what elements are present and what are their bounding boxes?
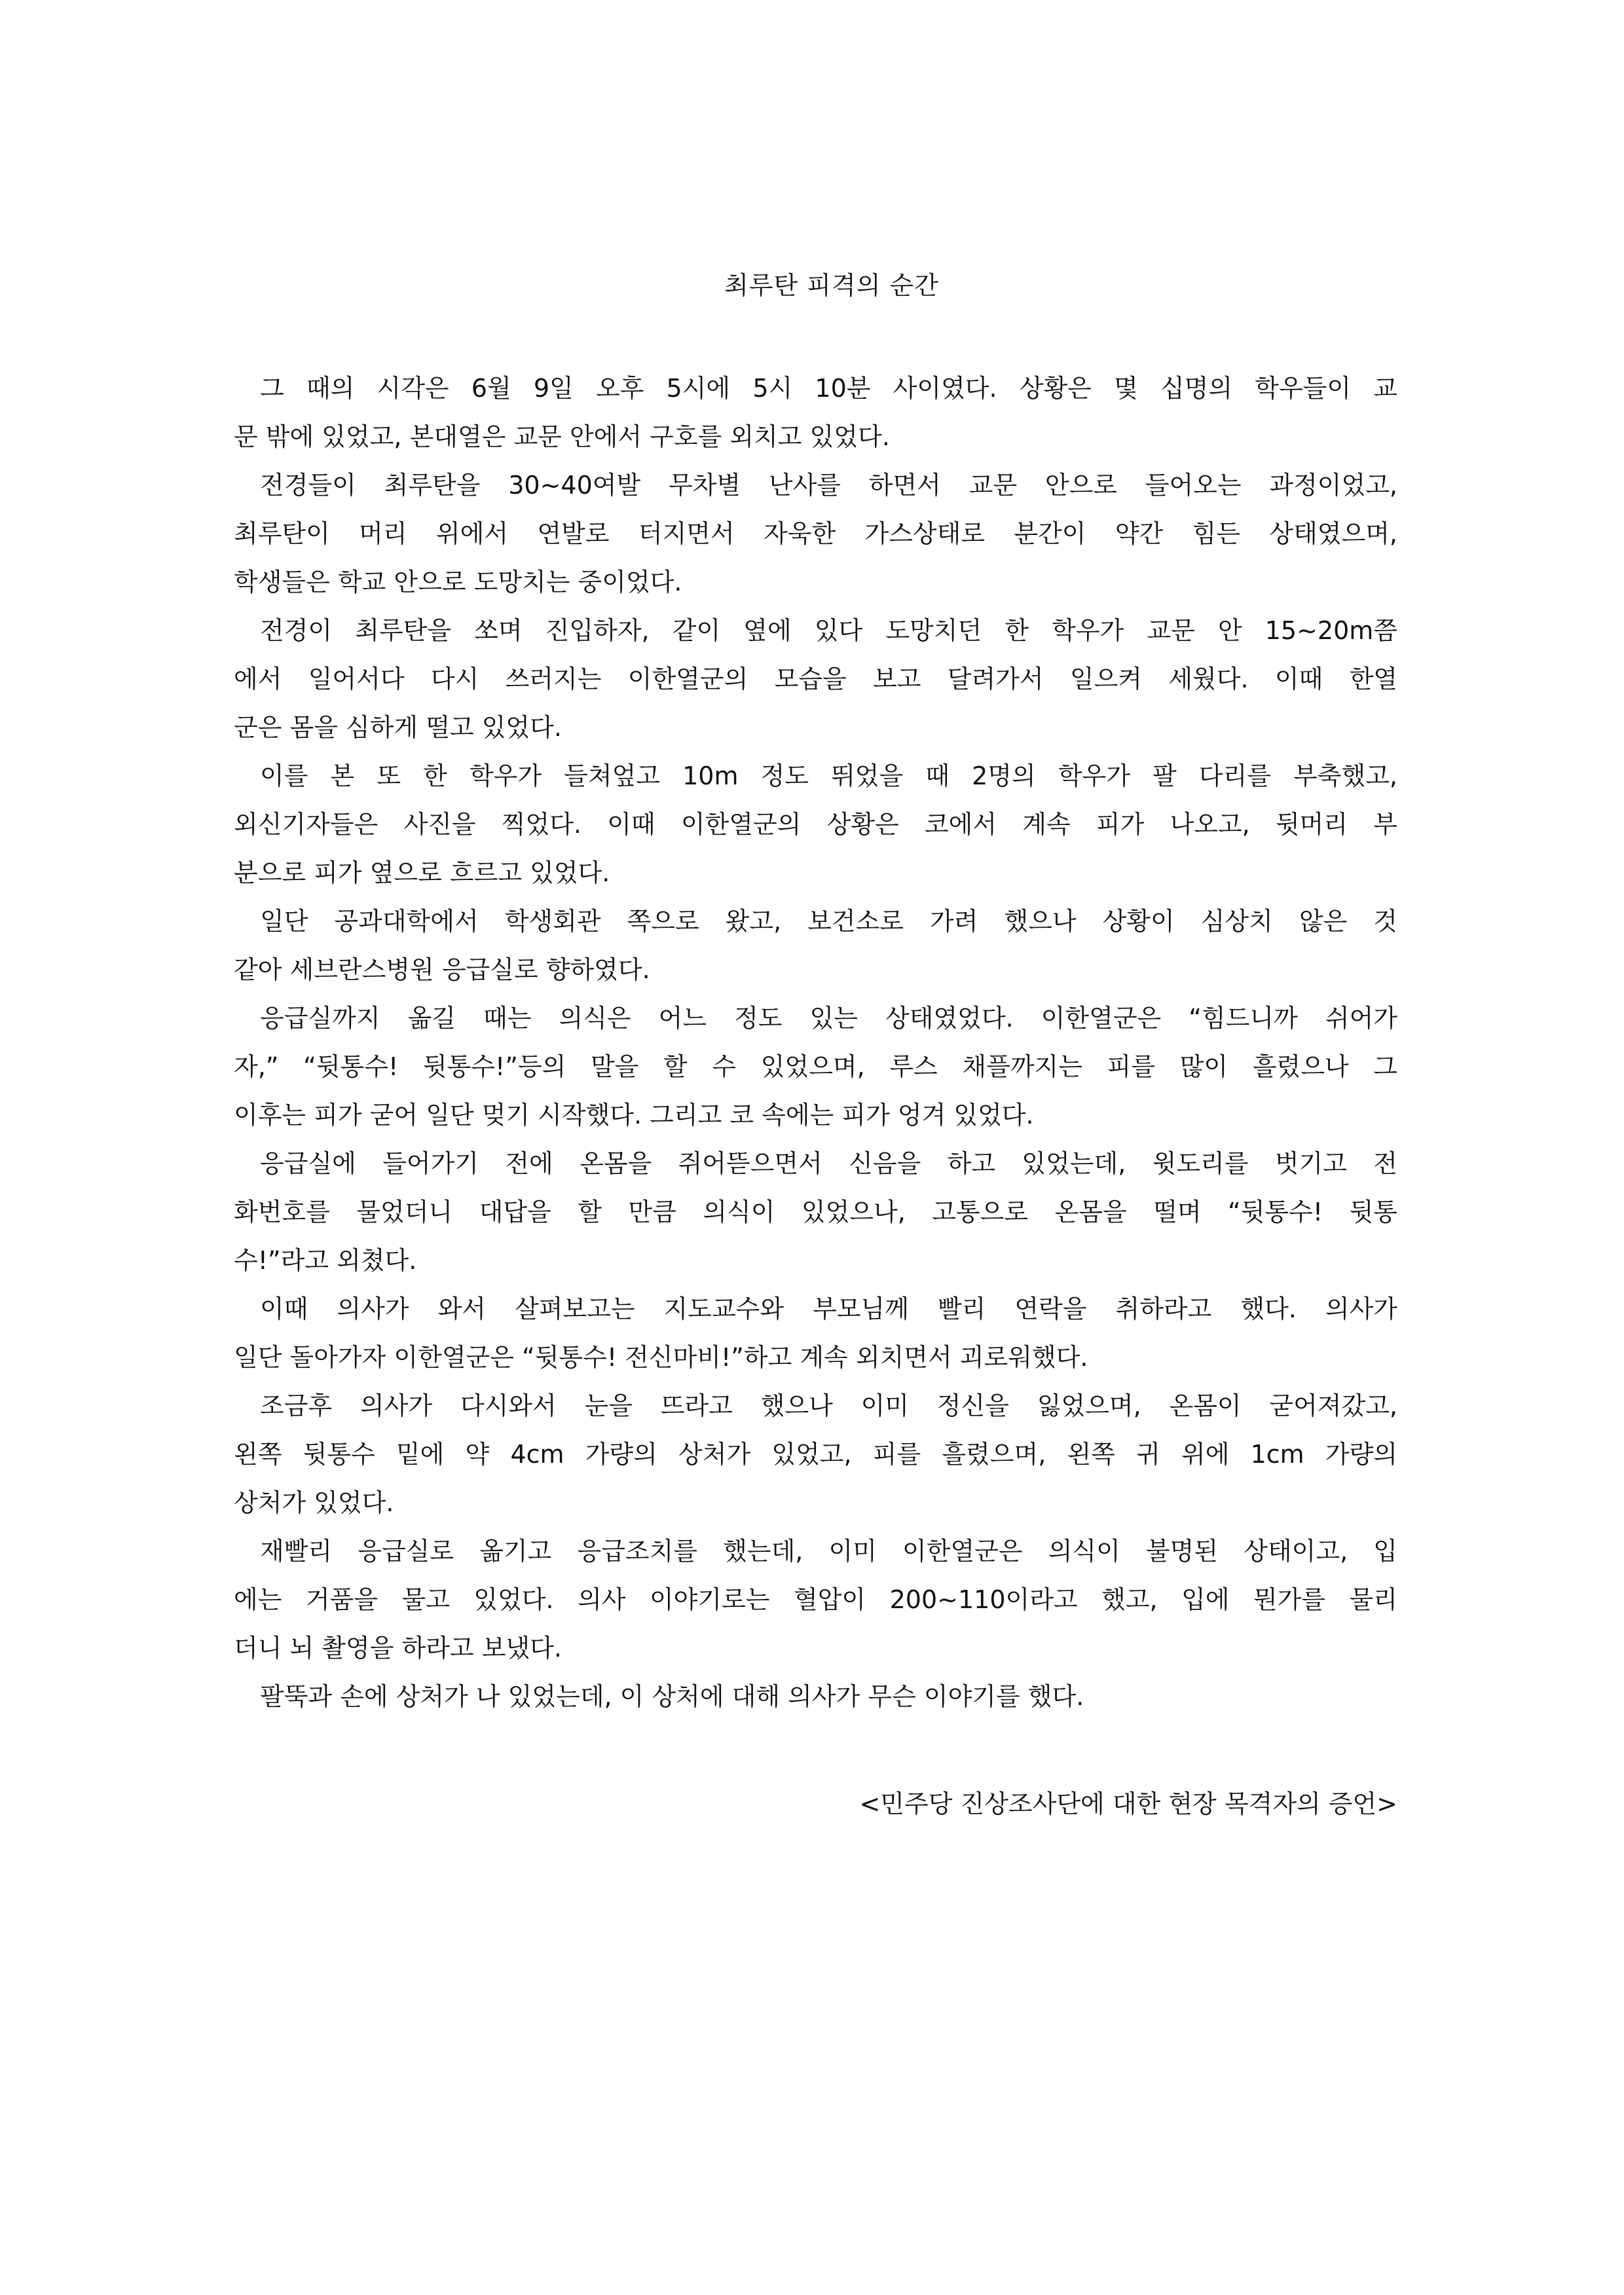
paragraph-line: 팔뚝과 손에 상처가 나 있었는데, 이 상처에 대해 의사가 무슨 이야기를 했다.	[260, 1682, 1084, 1711]
paragraph-line: 상처가 있었다.	[234, 1488, 394, 1517]
paragraph-line: 전경이 최루탄을 쏘며 진입하자, 같이 옆에 있다 도망치던 한 학우가 교문 안 15~20m쯤	[260, 616, 1397, 645]
paragraph-line: 문 밖에 있었고, 본대열은 교문 안에서 구호를 외치고 있었다.	[234, 422, 890, 451]
paragraph	[234, 897, 1397, 994]
paragraph-line: 이를 본 또 한 학우가 들쳐엎고 10m 정도 뛰었을 때 2명의 학우가 팔 다리를 부축했고,	[260, 762, 1397, 790]
paragraph-line: 분으로 피가 옆으로 흐르고 있었다.	[234, 858, 610, 887]
paragraph-line: 일단 돌아가자 이한열군은 “뒷통수! 전신마비!”하고 계속 외치면서 괴로워했다.	[234, 1343, 1088, 1372]
document-body	[234, 364, 1397, 1721]
paragraph-line: 조금후 의사가 다시와서 눈을 뜨라고 했으나 이미 정신을 잃었으며, 온몸이 굳어져갔고,	[260, 1391, 1397, 1420]
paragraph	[234, 1382, 1397, 1527]
paragraph	[234, 1285, 1397, 1382]
paragraph-line: 화번호를 물었더니 대답을 할 만큼 의식이 있었으나, 고통으로 온몸을 떨며 “뒷통수! 뒷통	[234, 1198, 1397, 1226]
paragraph	[234, 1527, 1397, 1672]
paragraph-line: 전경들이 최루탄을 30~40여발 무차별 난사를 하면서 교문 안으로 들어오는 과정이었고,	[260, 471, 1397, 500]
paragraph	[234, 606, 1397, 752]
paragraph-line: 수!”라고 외쳤다.	[234, 1246, 417, 1275]
paragraph-line: 재빨리 응급실로 옮기고 응급조치를 했는데, 이미 이한열군은 의식이 불명된 상태이고, 입	[260, 1537, 1397, 1566]
paragraph-line: 에서 일어서다 다시 쓰러지는 이한열군의 모습을 보고 달려가서 일으켜 세웠다. 이때 한열	[234, 665, 1397, 693]
paragraph	[234, 364, 1397, 461]
paragraph	[234, 994, 1397, 1139]
paragraph-line: 자,” “뒷통수! 뒷통수!”등의 말을 할 수 있었으며, 루스 채플까지는 피를 많이 흘렸으나 그	[234, 1052, 1397, 1081]
paragraph-line: 더니 뇌 촬영을 하라고 보냈다.	[234, 1634, 562, 1662]
paragraph-line: 같아 세브란스병원 응급실로 향하였다.	[234, 955, 650, 984]
paragraph-line: 최루탄이 머리 위에서 연발로 터지면서 자욱한 가스상태로 분간이 약간 힘든 상태였으며,	[234, 519, 1397, 548]
paragraph-line: 에는 거품을 물고 있었다. 의사 이야기로는 혈압이 200~110이라고 했고, 입에 뭔가를 물리	[234, 1585, 1397, 1614]
paragraph-line: 응급실에 들어가기 전에 온몸을 쥐어뜯으면서 신음을 하고 있었는데, 윗도리를 벗기고 전	[260, 1149, 1397, 1178]
paragraph-line: 그 때의 시각은 6월 9일 오후 5시에 5시 10분 사이였다. 상황은 몇 십명의 학우들이 교	[260, 374, 1397, 403]
paragraph-line: 일단 공과대학에서 학생회관 쪽으로 왔고, 보건소로 가려 했으나 상황이 심상치 않은 것	[260, 907, 1397, 936]
source-attribution: <민주당 진상조사단에 대한 현장 목격자의 증언>	[859, 1790, 1397, 1818]
document-title: 최루탄 피격의 순간	[724, 271, 939, 300]
paragraph	[234, 461, 1397, 606]
paragraph-line: 이후는 피가 굳어 일단 멎기 시작했다. 그리고 코 속에는 피가 엉겨 있었다.	[234, 1101, 1034, 1129]
paragraph-line: 응급실까지 옮길 때는 의식은 어느 정도 있는 상태였었다. 이한열군은 “힘드니까 쉬어가	[260, 1004, 1397, 1033]
paragraph-line: 이때 의사가 와서 살펴보고는 지도교수와 부모님께 빨리 연락을 취하라고 했다. 의사가	[260, 1294, 1397, 1323]
paragraph	[234, 752, 1397, 897]
paragraph-line: 외신기자들은 사진을 찍었다. 이때 이한열군의 상황은 코에서 계속 피가 나오고, 뒷머리 부	[234, 810, 1397, 839]
paragraph-line: 학생들은 학교 안으로 도망치는 중이었다.	[234, 568, 682, 597]
paragraph	[234, 1672, 1397, 1721]
paragraph-line: 군은 몸을 심하게 떨고 있었다.	[234, 713, 562, 742]
paragraph-line: 왼쪽 뒷통수 밑에 약 4cm 가량의 상처가 있었고, 피를 흘렸으며, 왼쪽 귀 위에 1cm 가량의	[234, 1440, 1397, 1469]
paragraph	[234, 1139, 1397, 1285]
